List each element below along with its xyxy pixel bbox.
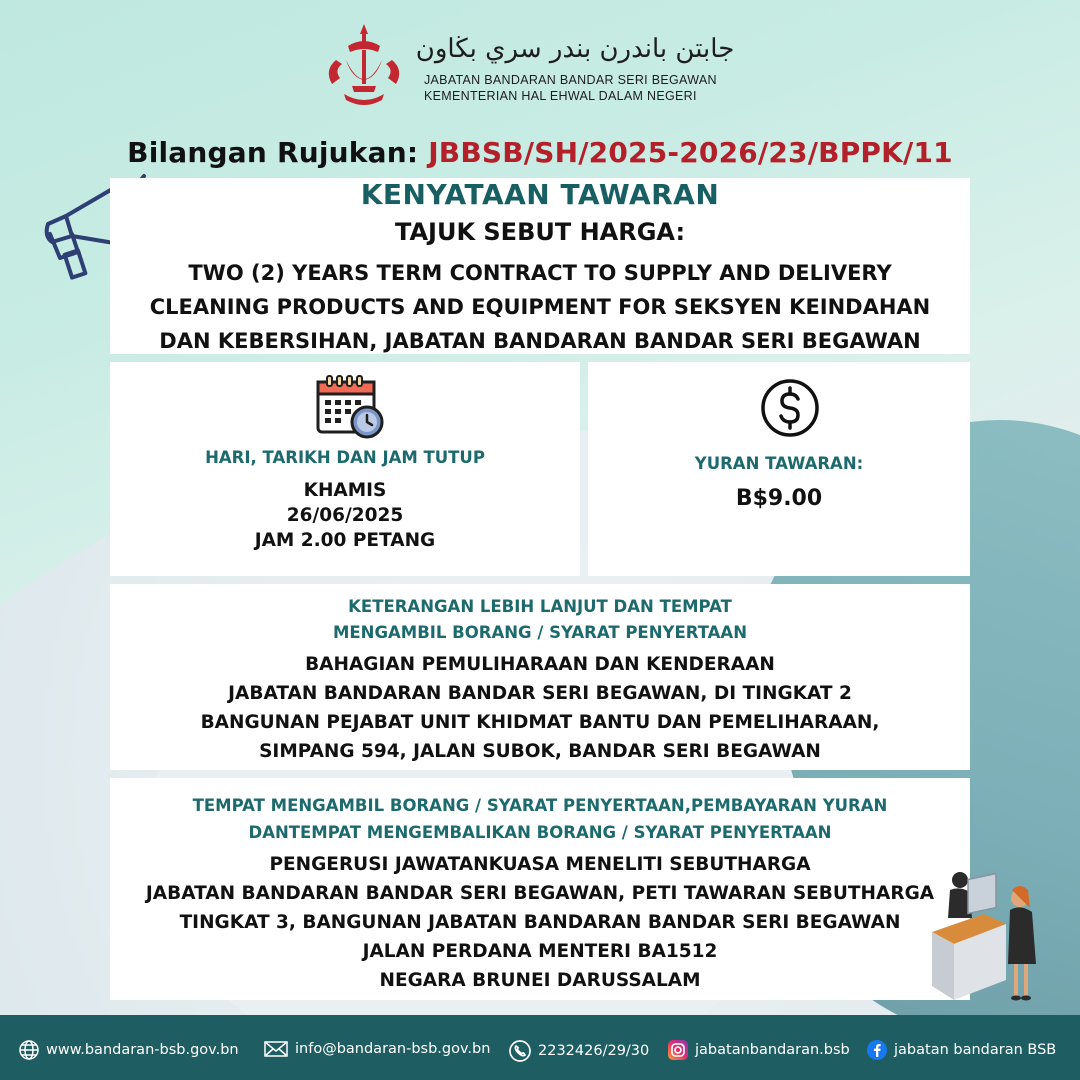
offer-fee-label: YURAN TAWARAN: xyxy=(694,454,864,473)
phone-text: 2232426/29/30 xyxy=(538,1043,650,1059)
department-line-2: KEMENTERIAN HAL EHWAL DALAM NEGERI xyxy=(424,89,697,103)
submission-place-card xyxy=(110,778,970,1000)
footer-bar xyxy=(0,1015,1080,1080)
info-address-line-3: BANGUNAN PEJABAT UNIT KHIDMAT BANTU DAN PEMELIHARAAN, xyxy=(200,712,880,733)
calendar-clock-icon xyxy=(315,372,385,440)
submission-address-line-3: TINGKAT 3, BANGUNAN JABATAN BANDARAN BANDAR SERI BEGAWAN xyxy=(179,912,901,933)
instagram-text: jabatanbandaran.bsb xyxy=(695,1042,850,1058)
reference-number xyxy=(0,136,1080,169)
phone-icon xyxy=(508,1039,532,1063)
footer-instagram[interactable] xyxy=(667,1039,850,1061)
closing-date-card xyxy=(110,362,580,576)
subject-line-1: TWO (2) YEARS TERM CONTRACT TO SUPPLY AND DELIVERY xyxy=(188,261,892,285)
submission-label-line-2: DANTEMPAT MENGEMBALIKAN BORANG / SYARAT PENYERTAAN xyxy=(248,823,832,842)
submission-address-line-5: NEGARA BRUNEI DARUSSALAM xyxy=(379,970,701,991)
submission-place-label xyxy=(110,792,970,846)
footer-website[interactable] xyxy=(18,1039,239,1061)
offer-fee-amount: B$9.00 xyxy=(735,486,823,511)
info-address-line-2: JABATAN BANDARAN BANDAR SERI BEGAWAN, DI TINGKAT 2 xyxy=(228,683,852,704)
quotation-subject-text xyxy=(110,256,970,358)
brunei-crest-logo xyxy=(318,20,410,112)
subject-line-2: CLEANING PRODUCTS AND EQUIPMENT FOR SEKSYEN KEINDAHAN xyxy=(149,295,931,319)
submission-address xyxy=(110,850,970,995)
reception-counter-illustration xyxy=(928,868,1048,1004)
quotation-subject-label: TAJUK SEBUT HARGA: xyxy=(394,218,686,246)
submission-label-line-1: TEMPAT MENGAMBIL BORANG / SYARAT PENYERTAAN,PEMBAYARAN YURAN xyxy=(192,796,888,815)
email-text: info@bandaran-bsb.gov.bn xyxy=(295,1041,491,1057)
submission-address-line-4: JALAN PERDANA MENTERI BA1512 xyxy=(362,941,718,962)
reference-label: Bilangan Rujukan: xyxy=(127,136,429,169)
subject-line-3: DAN KEBERSIHAN, JABATAN BANDARAN BANDAR SERI BEGAWAN xyxy=(159,329,921,353)
submission-address-line-2: JABATAN BANDARAN BANDAR SERI BEGAWAN, PETI TAWARAN SEBUTHARGA xyxy=(145,883,935,904)
globe-icon xyxy=(18,1039,40,1061)
footer-facebook[interactable] xyxy=(866,1039,1056,1061)
instagram-icon xyxy=(667,1039,689,1061)
department-name xyxy=(424,72,734,104)
offer-fee-card xyxy=(588,362,970,576)
closing-date-label: HARI, TARIKH DAN JAM TUTUP xyxy=(205,448,485,467)
reference-code: JBBSB/SH/2025-2026/23/BPPK/11 xyxy=(428,136,953,169)
footer-phone[interactable] xyxy=(508,1039,649,1063)
dollar-icon xyxy=(760,378,820,438)
further-info-label-line-1: KETERANGAN LEBIH LANJUT DAN TEMPAT xyxy=(348,597,732,616)
info-address-line-4: SIMPANG 594, JALAN SUBOK, BANDAR SERI BEGAWAN xyxy=(259,741,821,762)
closing-time: JAM 2.00 PETANG xyxy=(254,530,436,551)
website-text: www.bandaran-bsb.gov.bn xyxy=(46,1042,239,1058)
further-info-label-line-2: MENGAMBIL BORANG / SYARAT PENYERTAAN xyxy=(332,623,748,642)
jawi-department-title: جابتن باندرن بندر سري بڬاون xyxy=(415,34,735,64)
closing-day: KHAMIS xyxy=(303,480,387,501)
footer-email[interactable] xyxy=(263,1039,490,1059)
facebook-icon xyxy=(866,1039,888,1061)
further-info-label xyxy=(110,594,970,646)
offer-title-card xyxy=(110,178,970,354)
offer-heading: KENYATAAN TAWARAN xyxy=(360,178,720,211)
submission-address-line-1: PENGERUSI JAWATANKUASA MENELITI SEBUTHARGA xyxy=(269,854,811,875)
closing-date-values xyxy=(110,478,580,553)
closing-date: 26/06/2025 xyxy=(286,505,404,526)
department-line-1: JABATAN BANDARAN BANDAR SERI BEGAWAN xyxy=(424,73,717,87)
info-address-line-1: BAHAGIAN PEMULIHARAAN DAN KENDERAAN xyxy=(305,654,775,675)
facebook-text: jabatan bandaran BSB xyxy=(894,1042,1057,1058)
envelope-icon xyxy=(263,1039,289,1059)
further-info-card xyxy=(110,584,970,770)
further-info-address xyxy=(110,650,970,766)
